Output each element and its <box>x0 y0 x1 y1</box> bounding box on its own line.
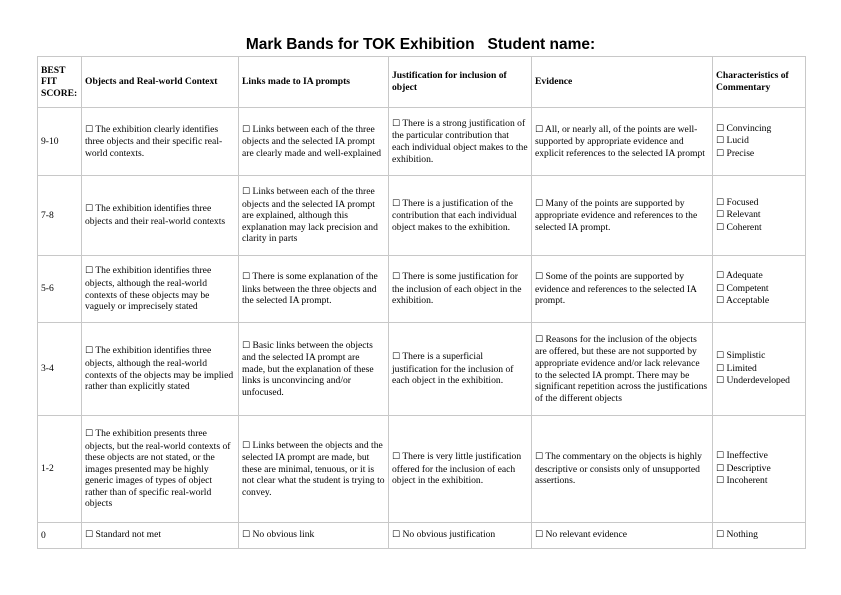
checkbox-icon[interactable]: ☐ <box>392 530 401 541</box>
score-cell: 9-10 <box>38 108 82 176</box>
links-cell <box>239 108 389 176</box>
score-cell: 1-2 <box>38 416 82 523</box>
header-justification: Justification for inclusion of object <box>389 57 532 108</box>
checkbox-icon[interactable]: ☐ <box>716 376 725 387</box>
header-objects: Objects and Real-world Context <box>82 57 239 108</box>
justification-text: No obvious justification <box>402 529 496 541</box>
justification-text: There is some justification for the inclusion of each object in the exhibition. <box>392 271 522 307</box>
characteristic-label: Descriptive <box>726 462 771 474</box>
checkbox-icon[interactable]: ☐ <box>716 210 725 221</box>
checkbox-icon[interactable]: ☐ <box>242 187 251 198</box>
checkbox-icon[interactable]: ☐ <box>392 452 401 463</box>
characteristics-cell <box>713 523 806 549</box>
justification-text: There is a justification of the contribution that each individual object makes to the exhibition. <box>392 197 517 233</box>
links-cell <box>239 176 389 256</box>
header-characteristics: Characteristics of Commentary <box>713 57 806 108</box>
justification-cell <box>389 256 532 323</box>
checkbox-icon[interactable]: ☐ <box>716 296 725 307</box>
evidence-cell <box>532 416 713 523</box>
characteristic-option[interactable] <box>716 283 802 296</box>
links-text: Links between each of the three objects and the selected IA prompt are explained, although this explanation may lack precision and clarity in parts <box>242 186 378 245</box>
characteristic-option[interactable] <box>716 209 802 222</box>
checkbox-icon[interactable]: ☐ <box>716 148 725 159</box>
checkbox-icon[interactable]: ☐ <box>392 198 401 209</box>
checkbox-icon[interactable]: ☐ <box>716 451 725 462</box>
objects-cell <box>82 523 239 549</box>
evidence-text: No relevant evidence <box>545 529 627 541</box>
characteristic-label: Coherent <box>726 221 762 233</box>
checkbox-icon[interactable]: ☐ <box>716 476 725 487</box>
links-text: Links between each of the three objects and the selected IA prompt are clearly made and well-explained <box>242 123 382 159</box>
header-evidence: Evidence <box>532 57 713 108</box>
evidence-cell <box>532 176 713 256</box>
evidence-cell <box>532 108 713 176</box>
justification-cell <box>389 176 532 256</box>
characteristics-cell <box>713 176 806 256</box>
justification-cell <box>389 416 532 523</box>
checkbox-icon[interactable]: ☐ <box>535 530 544 541</box>
characteristic-option[interactable] <box>716 475 802 488</box>
objects-cell <box>82 323 239 416</box>
characteristic-label: Nothing <box>726 529 758 541</box>
checkbox-icon[interactable]: ☐ <box>85 204 94 215</box>
justification-text: There is a strong justification of the particular contribution that each individual object makes to the exhibition. <box>392 117 528 165</box>
characteristic-option[interactable] <box>716 363 802 376</box>
characteristics-cell <box>713 108 806 176</box>
checkbox-icon[interactable]: ☐ <box>716 136 725 147</box>
characteristic-label: Convincing <box>726 122 772 134</box>
justification-text: There is a superficial justification for the inclusion of each object in the exhibition. <box>392 351 514 387</box>
band-row-5-6 <box>38 256 806 323</box>
objects-text: The exhibition presents three objects, but the real-world contexts of these objects are not stated, or the images presented may be highly generic images of types of object rather than of specific real-world objects <box>85 427 231 510</box>
band-row-3-4 <box>38 323 806 416</box>
score-cell: 7-8 <box>38 176 82 256</box>
links-cell <box>239 416 389 523</box>
characteristic-label: Lucid <box>726 135 749 147</box>
characteristic-label: Competent <box>726 282 769 294</box>
mark-bands-table <box>37 56 806 549</box>
objects-text: The exhibition identifies three objects, although the real-world contexts of the objects may be implied rather than explicitly stated <box>85 345 234 393</box>
checkbox-icon[interactable]: ☐ <box>535 272 544 283</box>
links-cell <box>239 323 389 416</box>
checkbox-icon[interactable]: ☐ <box>392 118 401 129</box>
checkbox-icon[interactable]: ☐ <box>85 346 94 357</box>
characteristic-label: Focused <box>726 196 759 208</box>
links-cell <box>239 256 389 323</box>
objects-cell <box>82 256 239 323</box>
characteristic-label: Adequate <box>725 270 763 282</box>
checkbox-icon[interactable]: ☐ <box>535 334 544 345</box>
links-text: Basic links between the objects and the selected IA prompt are made, but the explanation of these links is unconvincing and/or unfocused. <box>242 339 374 398</box>
characteristic-option[interactable] <box>716 463 802 476</box>
checkbox-icon[interactable]: ☐ <box>392 272 401 283</box>
justification-cell <box>389 523 532 549</box>
objects-text: The exhibition identifies three objects and their real-world contexts <box>85 203 226 227</box>
characteristic-label: Relevant <box>726 209 761 221</box>
characteristics-cell <box>713 256 806 323</box>
characteristic-option[interactable] <box>716 450 802 463</box>
characteristic-option[interactable] <box>716 375 802 388</box>
evidence-cell <box>532 523 713 549</box>
characteristic-option[interactable] <box>716 222 802 235</box>
characteristic-label: Incoherent <box>726 475 768 487</box>
score-cell: 0 <box>38 523 82 549</box>
band-row-7-8 <box>38 176 806 256</box>
checkbox-icon[interactable]: ☐ <box>716 222 725 233</box>
checkbox-icon[interactable]: ☐ <box>716 351 725 362</box>
characteristic-option[interactable] <box>716 350 802 363</box>
characteristic-option[interactable] <box>716 148 802 161</box>
characteristic-label: Simplistic <box>726 350 766 362</box>
band-row-1-2 <box>38 416 806 523</box>
checkbox-icon[interactable]: ☐ <box>716 271 725 282</box>
characteristic-option[interactable] <box>716 197 802 210</box>
score-cell: 5-6 <box>38 256 82 323</box>
characteristic-option[interactable] <box>716 295 802 308</box>
checkbox-icon[interactable]: ☐ <box>716 363 725 374</box>
band-rows <box>38 108 806 549</box>
evidence-cell <box>532 256 713 323</box>
objects-text: Standard not met <box>95 529 162 541</box>
links-text: Links between the objects and the selected IA prompt are made, but these are minimal, tenuous, or it is not clear what the student is trying to convey. <box>242 439 385 498</box>
checkbox-icon[interactable]: ☐ <box>716 197 725 208</box>
objects-text: The exhibition identifies three objects, although the real-world contexts of these objects may be vaguely or imprecisely stated <box>85 265 212 313</box>
characteristic-option[interactable] <box>716 123 802 136</box>
checkbox-icon[interactable]: ☐ <box>85 530 94 541</box>
justification-cell <box>389 323 532 416</box>
objects-cell <box>82 108 239 176</box>
evidence-text: Many of the points are supported by appropriate evidence and references to the selected IA prompt. <box>535 197 698 233</box>
links-text: No obvious link <box>252 529 315 541</box>
checkbox-icon[interactable]: ☐ <box>535 452 544 463</box>
links-text: There is some explanation of the links between the three objects and the selected IA prompt. <box>242 271 378 307</box>
links-cell <box>239 523 389 549</box>
score-cell: 3-4 <box>38 323 82 416</box>
checkbox-icon[interactable]: ☐ <box>716 463 725 474</box>
checkbox-icon[interactable]: ☐ <box>85 124 94 135</box>
checkbox-icon[interactable]: ☐ <box>716 123 725 134</box>
header-row <box>38 57 806 108</box>
checkbox-icon[interactable]: ☐ <box>242 530 251 541</box>
header-score: BEST FIT SCORE: <box>38 57 82 108</box>
header-links: Links made to IA prompts <box>239 57 389 108</box>
characteristic-option[interactable] <box>716 270 802 283</box>
checkbox-icon[interactable]: ☐ <box>535 198 544 209</box>
objects-text: The exhibition clearly identifies three objects and their specific real-world contexts. <box>85 123 223 159</box>
page-title: Mark Bands for TOK Exhibition Student name: <box>245 36 596 53</box>
checkbox-icon[interactable]: ☐ <box>85 428 94 439</box>
evidence-text: The commentary on the objects is highly descriptive or consists only of unsupported assertions. <box>535 451 702 487</box>
characteristic-label: Underdeveloped <box>726 375 790 387</box>
characteristics-cell <box>713 323 806 416</box>
evidence-text: Some of the points are supported by evidence and references to the selected IA prompt. <box>535 271 697 307</box>
justification-cell <box>389 108 532 176</box>
checkbox-icon[interactable]: ☐ <box>242 340 251 351</box>
band-row-9-10 <box>38 108 806 176</box>
evidence-text: All, or nearly all, of the points are well-supported by appropriate evidence and explicit references to the selected IA prompt <box>535 123 705 159</box>
characteristics-cell <box>713 416 806 523</box>
characteristic-label: Acceptable <box>725 295 770 307</box>
checkbox-icon[interactable]: ☐ <box>392 352 401 363</box>
checkbox-icon[interactable]: ☐ <box>535 124 544 135</box>
objects-cell <box>82 176 239 256</box>
characteristic-label: Precise <box>726 147 755 159</box>
characteristic-option[interactable] <box>716 135 802 148</box>
band-row-0 <box>38 523 806 549</box>
checkbox-icon[interactable]: ☐ <box>242 272 251 283</box>
justification-text: There is very little justification offered for the inclusion of each object in the exhibition. <box>392 451 522 487</box>
checkbox-icon[interactable]: ☐ <box>716 283 725 294</box>
checkbox-icon[interactable]: ☐ <box>716 530 725 541</box>
characteristic-option[interactable] <box>716 529 802 542</box>
objects-cell <box>82 416 239 523</box>
evidence-text: Reasons for the inclusion of the objects are offered, but these are not supported by appropriate evidence and/or lack relevance to the selected IA prompt. There may be significant repetition across the justifications of the different objects <box>535 333 708 404</box>
checkbox-icon[interactable]: ☐ <box>242 440 251 451</box>
characteristic-label: Ineffective <box>726 450 768 462</box>
evidence-cell <box>532 323 713 416</box>
checkbox-icon[interactable]: ☐ <box>85 266 94 277</box>
characteristic-label: Limited <box>726 362 757 374</box>
checkbox-icon[interactable]: ☐ <box>242 124 251 135</box>
